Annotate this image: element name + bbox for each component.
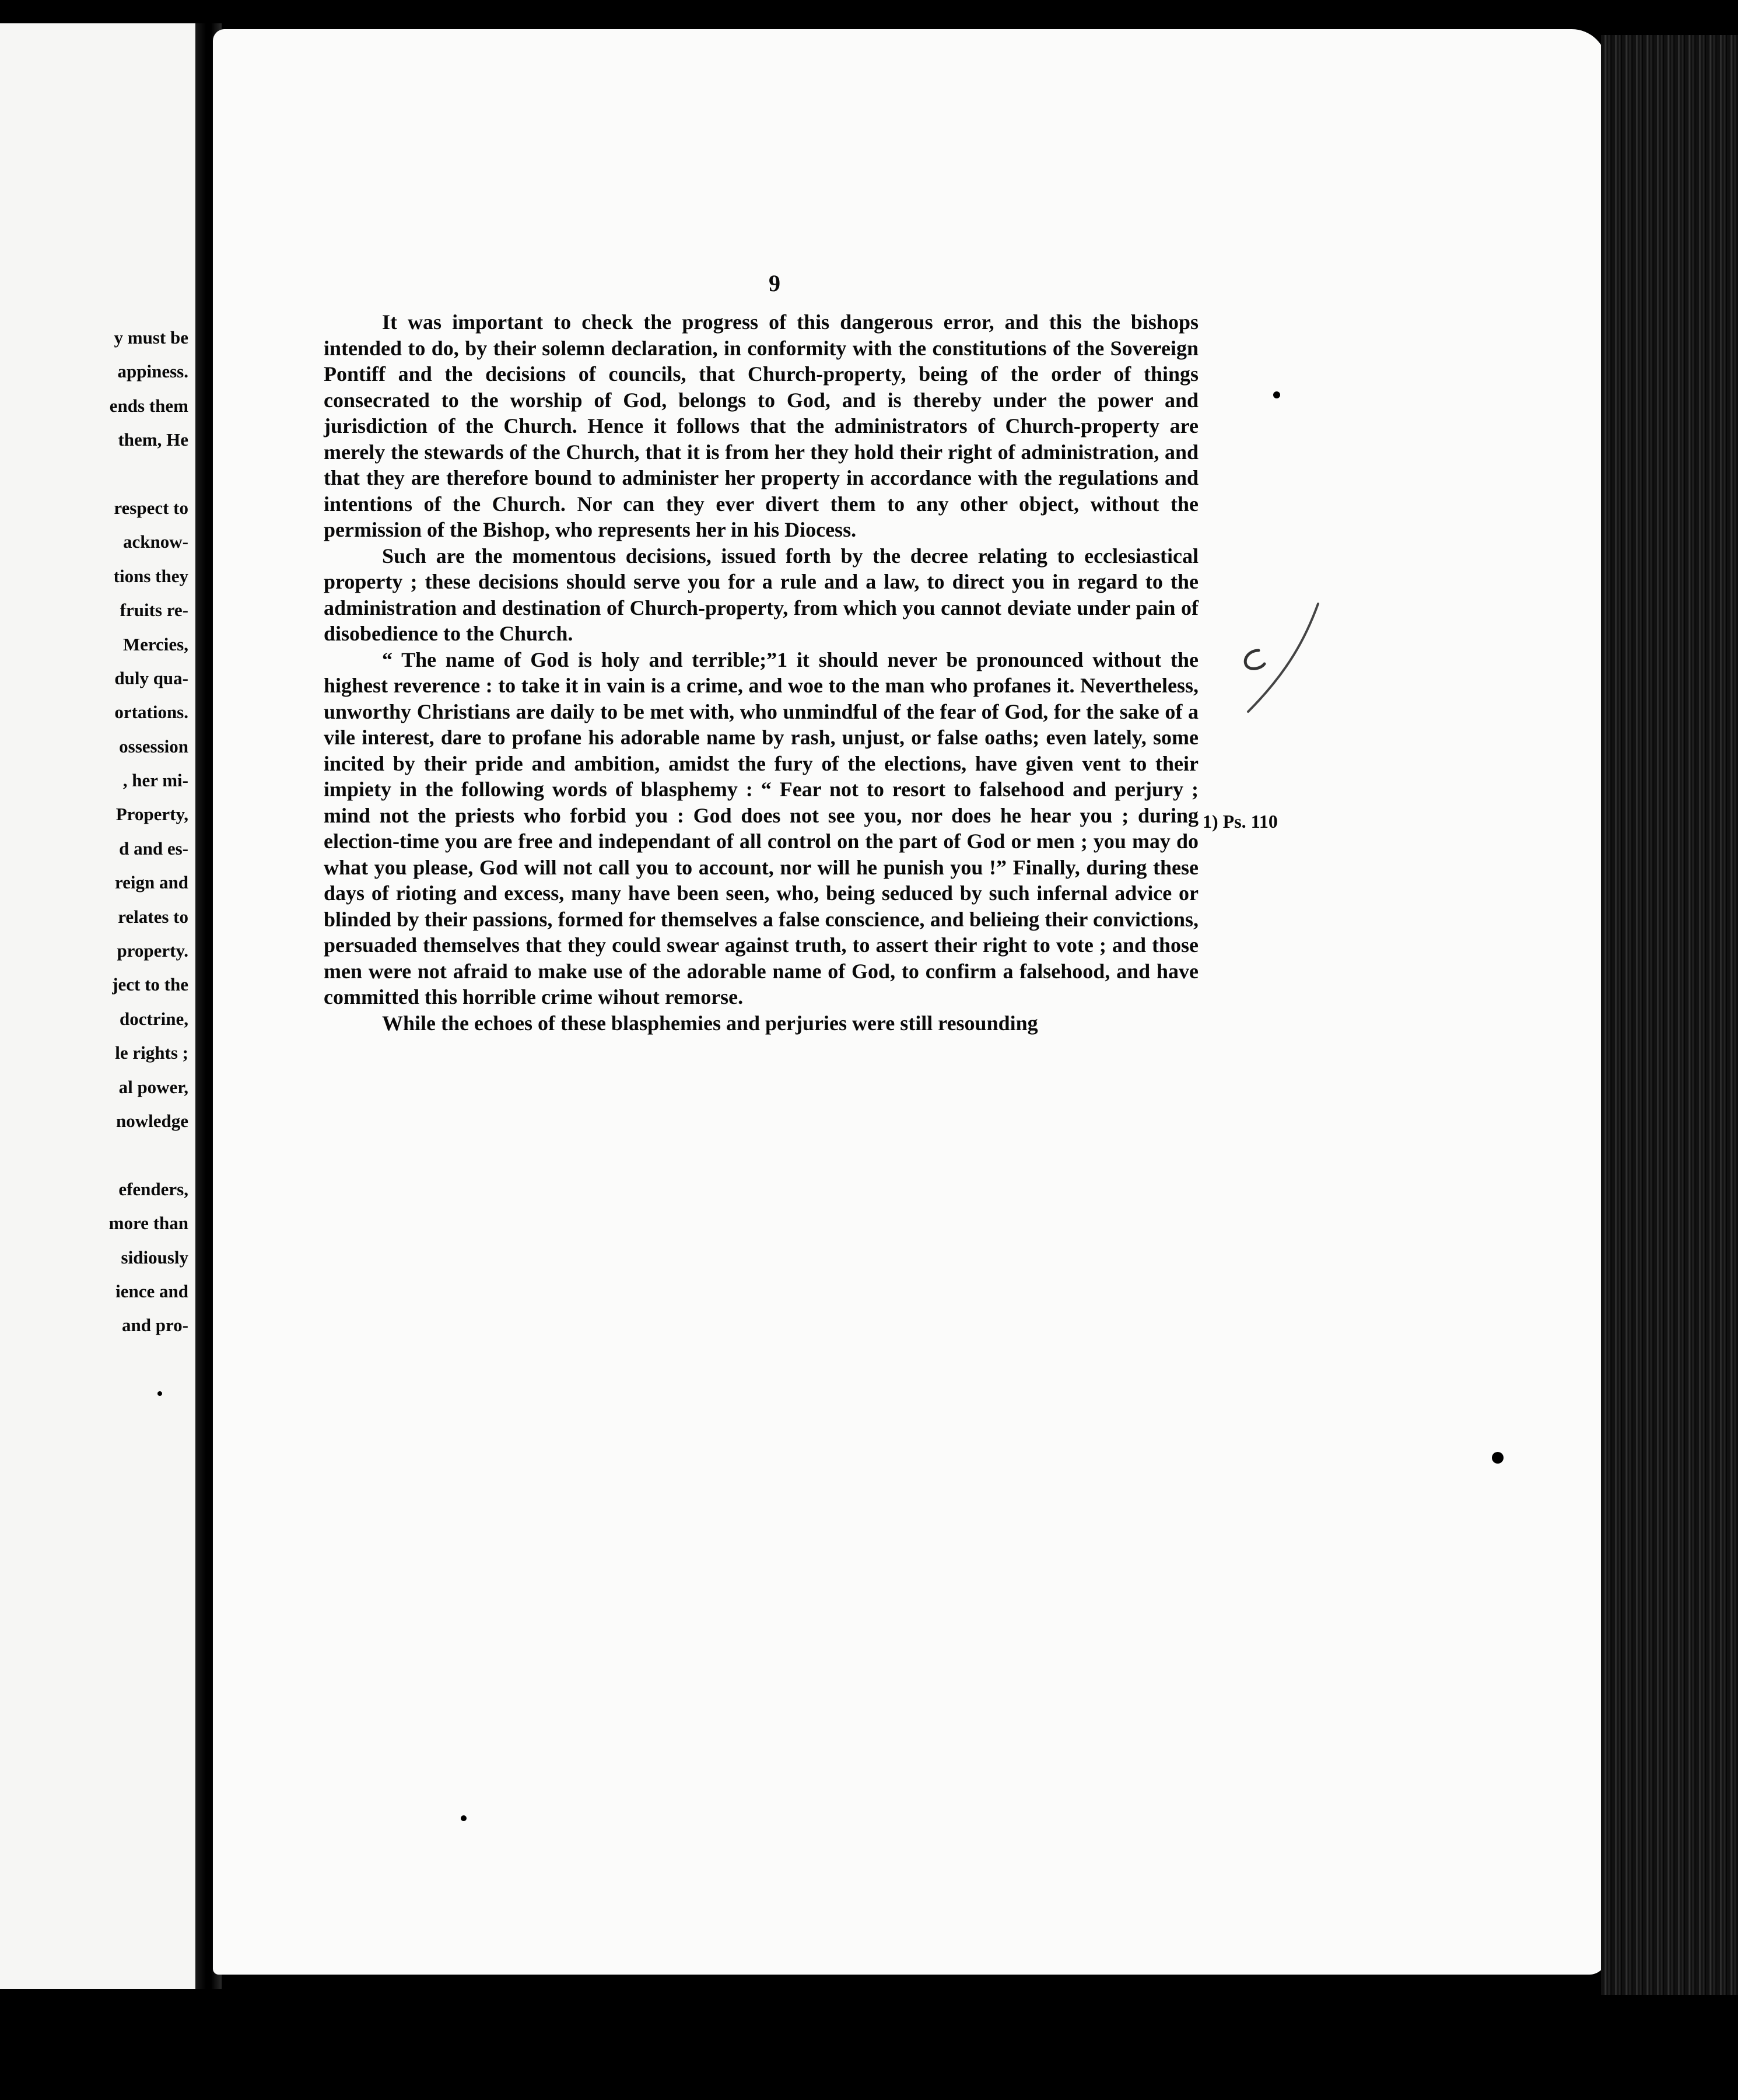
facing-page-line: fruits re- — [120, 600, 188, 621]
facing-page-line — [0, 457, 188, 491]
facing-page-line: , her mi- — [122, 770, 188, 791]
facing-page-line: relates to — [118, 906, 188, 927]
facing-page-line: tions they — [113, 565, 188, 586]
paragraph: It was important to check the progress of this dangerous error, and this the bishops intended to do, by their solemn declaration, in conformity with the constitutions of the Sovereign Pontiff and the decisions of councils, that Church-property, being of the order of things consecrated to the worship of God, belongs to God, and is thereby under the power and jurisdiction of the Church. Hence it follows that the administrators of Church-property are merely the stewards of the Church, that it is from her they hold their right of administration, and that they are therefore bound to administer her property in accordance with the regulations and intentions of the Church. Nor can they ever divert them to any other object, without the permission of the Bishop, who represents her in his Diocess. — [324, 310, 1199, 541]
facing-page-line: duly qua- — [114, 667, 188, 688]
footnote-margin-reference: 1) Ps. 110 — [1203, 811, 1278, 832]
page-number: 9 — [769, 270, 780, 296]
paragraph: While the echoes of these blasphemies and perjuries were still resounding — [382, 1011, 1038, 1035]
facing-page-left — [0, 23, 195, 1989]
facing-page-line: property. — [117, 940, 188, 961]
facing-page-line: y must be — [114, 327, 188, 348]
facing-page-line: Mercies, — [122, 634, 188, 654]
facing-page-line: ortations. — [114, 702, 188, 723]
facing-page-line: them, He — [118, 429, 188, 450]
facing-page-line: and pro- — [122, 1315, 188, 1336]
body-text — [324, 309, 1199, 1036]
facing-page-line: appiness. — [117, 361, 188, 382]
scanner-frame-bottom — [0, 1995, 1738, 2100]
facing-page-line: Property, — [115, 804, 188, 825]
facing-page-line — [0, 1138, 188, 1172]
scan-speck — [1543, 1983, 1548, 1989]
facing-page-line: respect to — [114, 497, 188, 518]
facing-page-line: efenders, — [118, 1178, 188, 1199]
page-edges — [1601, 35, 1738, 1995]
facing-page-line: ject to the — [112, 974, 188, 995]
facing-page-line: sidiously — [121, 1247, 188, 1268]
facing-page-line: ends them — [109, 395, 188, 416]
facing-page-line: al power, — [118, 1076, 188, 1097]
facing-page-line: doctrine, — [120, 1008, 188, 1029]
facing-page-line: le rights ; — [115, 1042, 188, 1063]
scan-speck — [461, 1815, 467, 1821]
scan-speck — [1273, 391, 1280, 398]
facing-page-text — [0, 321, 188, 1343]
paragraph: “ The name of God is holy and terrible;”1 it should never be pronounced without the highest reverence : to take it in vain is a crime, and woe to the man who profanes it. Nevertheless, unworthy Christians are daily to be met with, who unmindful of the fear of God, for the sake of a vile interest, dare to profane his adorable name by rash, unjust, or false oaths; even lately, some incited by their pride and ambition, amidst the fury of the elections, have given vent to their impiety in the following words of blasphemy : “ Fear not to resort to falsehood and perjury ; mind not the priests who forbid you : God does not see you, nor does he hear you ; during election-time you are free and independant of all control on the part of God or men ; you may do what you please, God will not call you to account, nor will he punish you !” Finally, during these days of rioting and excess, many have been seen, who, being seduced by such infernal advice or blinded by their passions, formed for themselves a false conscience, and belieing their convictions, persuaded themselves that they could swear against truth, to assert their right to vote ; and those men were not afraid to make use of the adorable name of God, to confirm a falsehood, and have committed this horrible crime wihout remorse. — [324, 648, 1199, 1009]
scan-speck — [1492, 1452, 1504, 1464]
facing-page-line: nowledge — [116, 1110, 188, 1131]
facing-page-line: d and es- — [119, 838, 188, 859]
facing-page-line: ience and — [115, 1280, 188, 1301]
facing-page-line: ossession — [119, 736, 188, 757]
facing-page-line: more than — [108, 1213, 188, 1234]
paragraph: Such are the momentous decisions, issued forth by the decree relating to ecclesiastical property ; these decisions should serve you for a rule and a law, to direct you in regard to the administration and destination of Church-property, from which you cannot deviate under pain of disobedience to the Church. — [324, 544, 1199, 645]
scanner-frame-top — [0, 0, 1738, 29]
scan-speck — [157, 1391, 162, 1396]
facing-page-line: acknow- — [123, 531, 188, 552]
facing-page-line: reign and — [114, 872, 188, 893]
handwritten-mark-icon — [1231, 595, 1330, 718]
